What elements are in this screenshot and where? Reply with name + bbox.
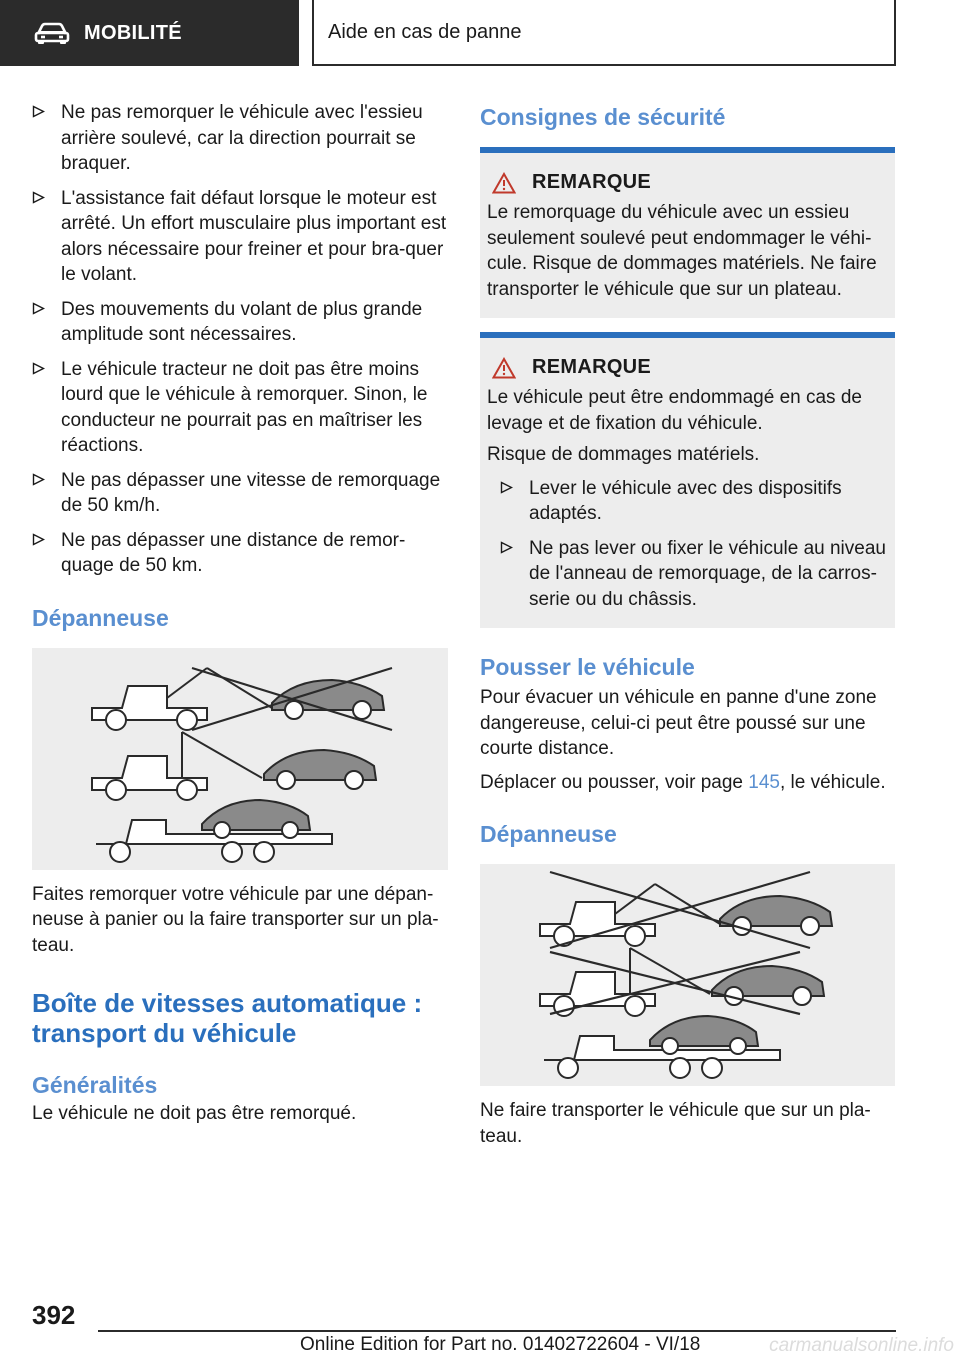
list-item: Ne pas dépasser une vitesse de remorquage de 50 km/h. — [32, 468, 448, 519]
page-header — [0, 0, 960, 66]
depanneuse-heading-right: Dépanneuse — [480, 821, 617, 847]
section-label: MOBILITÉ — [84, 21, 182, 44]
warning-triangle-icon — [492, 357, 516, 379]
notice-text: Risque de dommages matériels. — [487, 444, 760, 465]
page-number: 392 — [32, 1300, 76, 1330]
list-item: Ne pas remorquer le véhicule avec l'essieu arrière soulevé, car la direction pourrait se braquer. — [32, 100, 448, 177]
generalites-heading: Généralités — [32, 1072, 158, 1098]
notice-text: Le remorquage du véhicule avec un essieu seulement soulevé peut endommager le véhi-cule. Risque de dommages matériels. Ne faire transporter le véhicule que sur un plateau. — [487, 202, 877, 300]
depanneuse-heading: Dépanneuse — [32, 604, 169, 631]
tow-truck-illustration-right — [480, 864, 895, 1086]
generalites-text: Le véhicule ne doit pas être remorqué. — [32, 1103, 357, 1124]
boite-heading: Boîte de vitesses automatique : transport du véhicule — [32, 988, 423, 1048]
section-tab — [0, 0, 299, 66]
chapter-title-box — [312, 0, 896, 66]
notice-bullet-list — [487, 476, 887, 613]
list-item: L'assistance fait défaut lorsque le moteur est arrêté. Un effort musculaire plus important est alors nécessaire pour freiner et pour bra-quer le volant. — [32, 186, 448, 288]
edition-text: Online Edition for Part no. 01402722604 - VI/18 — [300, 1334, 701, 1355]
warning-triangle-icon — [492, 172, 516, 194]
notice-title: REMARQUE — [532, 356, 652, 378]
right-column — [480, 100, 896, 1149]
list-item: Des mouvements du volant de plus grande amplitude sont nécessaires. — [32, 297, 448, 348]
left-column — [32, 100, 448, 1127]
notice-header — [487, 356, 887, 379]
watermark: carmanualsonline.info — [769, 1335, 954, 1356]
chapter-title: Aide en cas de panne — [328, 20, 522, 43]
triangle-bullet-icon — [32, 191, 45, 204]
consignes-heading: Consignes de sécurité — [480, 104, 726, 130]
right-figure-caption: Ne faire transporter le véhicule que sur un pla-teau. — [480, 1100, 871, 1147]
car-icon — [34, 21, 70, 45]
notice-text: Le véhicule peut être endommagé en cas de levage et de fixation du véhicule. — [487, 387, 862, 434]
list-item: Lever le véhicule avec des dispositifs adaptés. — [500, 476, 887, 527]
notice-box-2 — [480, 332, 895, 628]
pousser-heading: Pousser le véhicule — [480, 654, 695, 680]
towing-bullet-list — [32, 100, 448, 579]
notice-box-1 — [480, 147, 895, 318]
triangle-bullet-icon — [500, 541, 513, 554]
notice-header — [487, 171, 887, 194]
notice-title: REMARQUE — [532, 171, 652, 193]
triangle-bullet-icon — [32, 533, 45, 546]
pousser-text: Pour évacuer un véhicule en panne d'une zone dangereuse, celui-ci peut être poussé sur une courte distance. — [480, 687, 877, 759]
triangle-bullet-icon — [32, 362, 45, 375]
left-figure-caption: Faites remorquer votre véhicule par une dépan-neuse à panier ou la faire transporter sur un pla-teau. — [32, 883, 439, 956]
list-item: Ne pas lever ou fixer le véhicule au niveau de l'anneau de remorquage, de la carros-serie ou du châssis. — [500, 536, 887, 613]
triangle-bullet-icon — [32, 473, 45, 486]
deplacer-text: Déplacer ou pousser, voir page 145, le véhicule. — [480, 771, 886, 793]
triangle-bullet-icon — [32, 105, 45, 118]
tow-truck-drawing-crossed — [480, 864, 895, 1086]
page-reference-link[interactable]: 145 — [748, 771, 780, 793]
footer-divider — [98, 1330, 896, 1332]
tow-truck-illustration — [32, 648, 448, 870]
triangle-bullet-icon — [32, 302, 45, 315]
tow-truck-drawing — [32, 648, 448, 870]
list-item: Ne pas dépasser une distance de remor-quage de 50 km. — [32, 528, 448, 579]
triangle-bullet-icon — [500, 481, 513, 494]
list-item: Le véhicule tracteur ne doit pas être moins lourd que le véhicule à remorquer. Sinon, le conducteur ne pourrait pas en maîtriser les réactions. — [32, 357, 448, 459]
